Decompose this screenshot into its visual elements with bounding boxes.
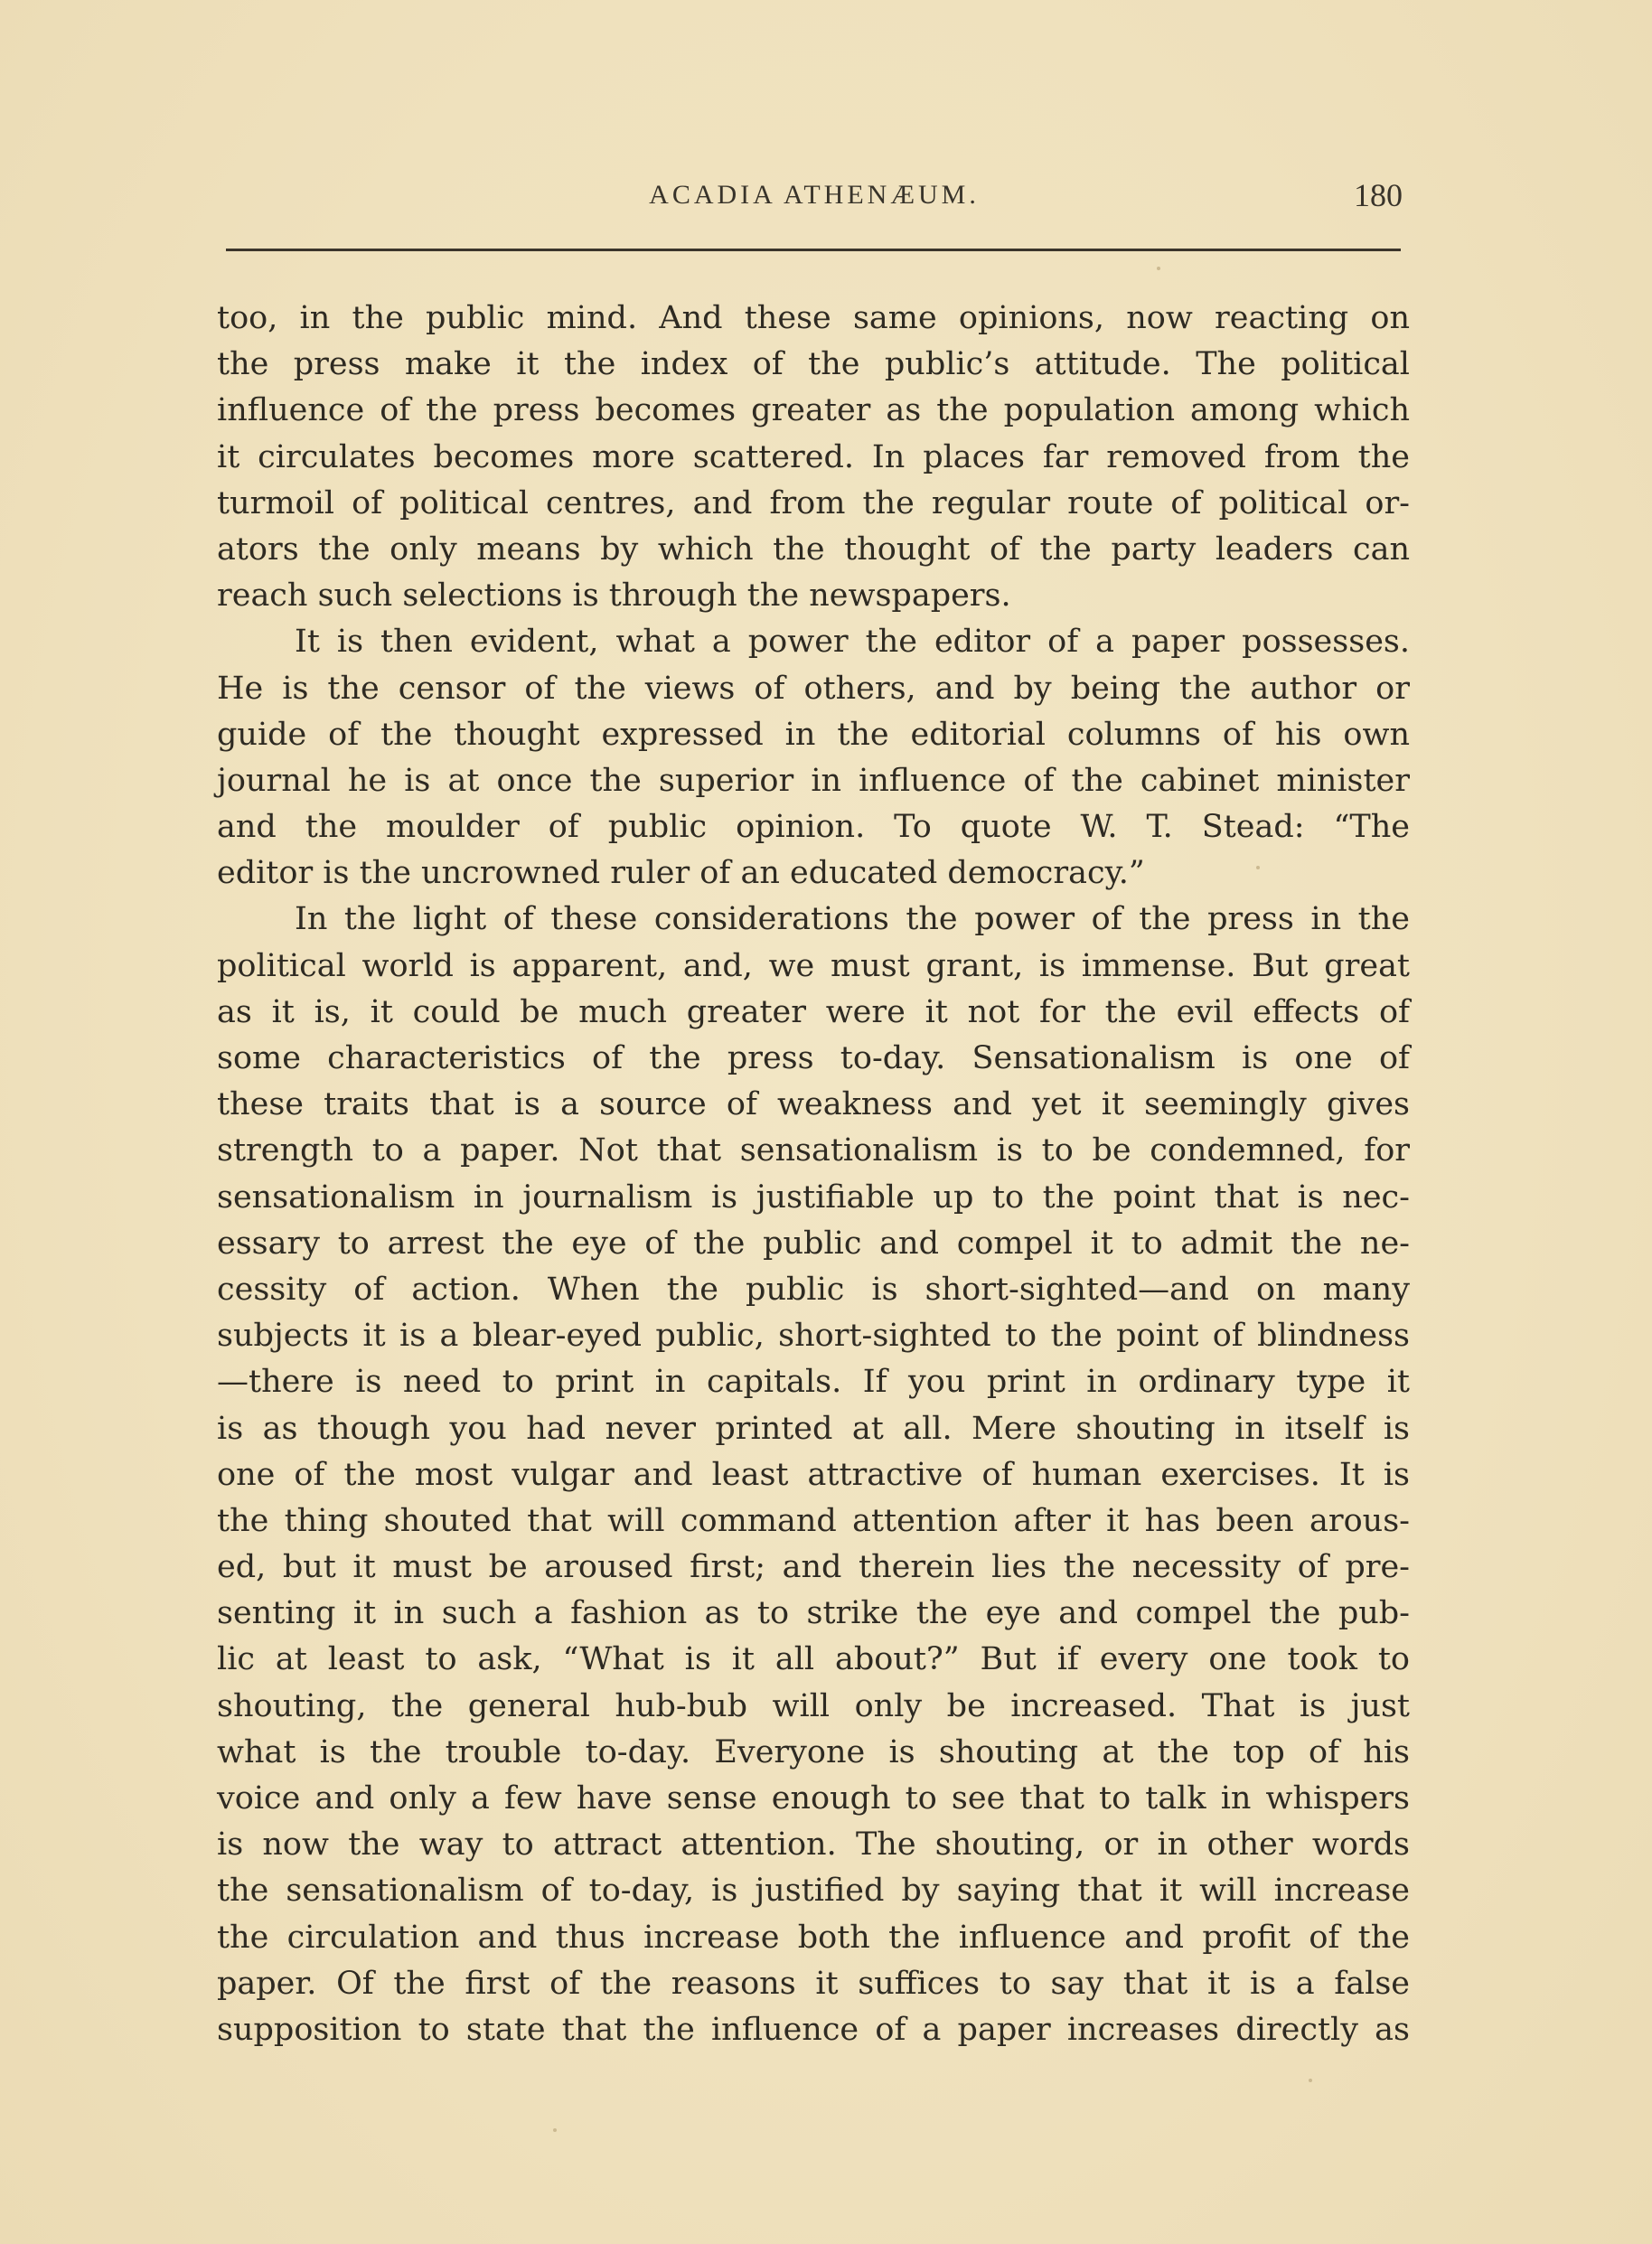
text-line: ators the only means by which the thought of the party leaders can [217,530,1410,568]
text-line: what is the trouble to-day. Everyone is shouting at the top of his [217,1733,1410,1770]
text-line: cessity of action. When the public is short-sighted—and on many [217,1271,1410,1308]
journal-title: ACADIA ATHENÆUM. [649,180,980,210]
text-line: and the moulder of public opinion. To quote W. T. Stead: “The [217,809,1410,846]
text-line: as it is, it could be much greater were it not for the evil effects of [217,993,1410,1030]
text-line: supposition to state that the influence of a paper increases directly as [217,2011,1410,2048]
paper-speck [1157,267,1160,270]
paper-speck [553,2128,557,2132]
text-line: one of the most vulgar and least attractive of human exercises. It is [217,1456,1410,1493]
text-line: —there is need to print in capitals. If you print in ordinary type it [217,1364,1410,1401]
header-rule [226,249,1401,251]
running-head [226,174,1403,217]
paper-speck [1309,2079,1312,2082]
text-line: editor is the uncrowned ruler of an educated democracy.” [217,855,1145,892]
text-line: turmoil of political centres, and from the regular route of political or- [217,484,1410,521]
text-line: ed, but it must be aroused first; and therein lies the necessity of pre- [217,1549,1410,1586]
text-line: is as though you had never printed at all. Mere shouting in itself is [217,1410,1410,1447]
text-line: shouting, the general hub-bub will only be increased. That is just [217,1687,1410,1724]
text-line: these traits that is a source of weakness and yet it seemingly gives [217,1086,1410,1123]
text-line: It is then evident, what a power the editor of a paper possesses. [295,624,1410,661]
text-line: In the light of these considerations the power of the press in the [295,901,1410,938]
text-line: strength to a paper. Not that sensationalism is to be condemned, for [217,1132,1410,1169]
article-body [217,296,1410,2053]
text-line: is now the way to attract attention. The shouting, or in other words [217,1826,1410,1864]
text-line: senting it in such a fashion as to strike the eye and compel the pub- [217,1595,1410,1632]
paper-speck [1256,866,1260,869]
text-line: lic at least to ask, “What is it all about?” But if every one took to [217,1641,1410,1678]
text-line: political world is apparent, and, we must grant, is immense. But great [217,947,1410,984]
text-line: influence of the press becomes greater as the population among which [217,392,1410,429]
text-line: paper. Of the first of the reasons it suffices to say that it is a false [217,1965,1410,2002]
text-line: sensationalism in journalism is justifiable up to the point that is nec- [217,1178,1410,1216]
text-line: essary to arrest the eye of the public and compel it to admit the ne- [217,1225,1410,1262]
page-number: 180 [1354,177,1403,213]
text-line: the press make it the index of the public’s attitude. The political [217,346,1410,383]
text-line: the sensationalism of to-day, is justified by saying that it will increase [217,1873,1410,1910]
text-line: subjects it is a blear-eyed public, short-sighted to the point of blindness [217,1318,1410,1355]
text-line: reach such selections is through the newspapers. [217,577,1011,615]
text-line: journal he is at once the superior in influence of the cabinet minister [217,762,1410,799]
text-line: guide of the thought expressed in the editorial columns of his own [217,716,1410,753]
text-line: too, in the public mind. And these same opinions, now reacting on [217,300,1410,336]
text-line: He is the censor of the views of others, and by being the author or [217,670,1410,707]
text-line: it circulates becomes more scattered. In places far removed from the [217,438,1410,475]
text-line: the thing shouted that will command attention after it has been arous- [217,1502,1410,1539]
text-line: some characteristics of the press to-day. Sensationalism is one of [217,1040,1410,1076]
text-line: the circulation and thus increase both the influence and profit of the [217,1919,1410,1956]
text-line: voice and only a few have sense enough to see that to talk in whispers [217,1780,1410,1817]
